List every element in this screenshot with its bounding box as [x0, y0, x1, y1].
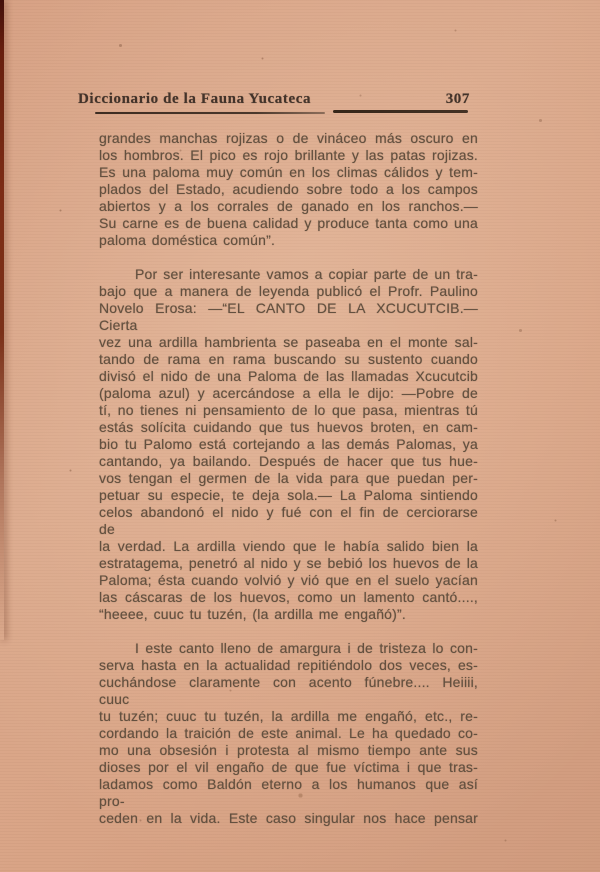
text-line: los hombros. El pico es rojo brillante y las patas rojizas. — [99, 147, 478, 163]
text-line: serva hasta en la actualidad repitiéndolo dos veces, es- — [99, 657, 478, 673]
text-line: cordando la traición de este animal. Le ha quedado co- — [99, 725, 478, 741]
text-line: estratagema, penetró al nido y se bebió los huevos de la — [99, 555, 478, 571]
paragraph — [99, 130, 478, 249]
text-line: (paloma azul) y acercándose a ella le dijo: —Pobre de — [99, 385, 478, 401]
paragraph — [99, 640, 478, 827]
text-line: cantando, ya bailando. Después de hacer que tus hue- — [99, 453, 478, 469]
book-binding-edge — [0, 0, 4, 640]
text-line: tu tuzén; cuuc tu tuzén, la ardilla me engañó, etc., re- — [99, 708, 478, 724]
running-header — [78, 91, 470, 108]
text-line: mo una obsesión i protesta al mismo tiempo ante sus — [99, 742, 478, 758]
paper-specks — [0, 0, 1, 1]
text-line: bajo que a manera de leyenda publicó el Profr. Paulino — [99, 283, 478, 299]
text-line: Novelo Erosa: —“EL CANTO DE LA XCUCUTCIB.—Cierta — [99, 300, 478, 333]
text-line: cuchándose claramente con acento fúnebre.... Heiiii, cuuc — [99, 674, 478, 707]
paragraph — [99, 266, 478, 623]
text-line: plados del Estado, acudiendo sobre todo a los campos — [99, 181, 478, 197]
text-line: bio tu Palomo está cortejando a las demás Palomas, ya — [99, 436, 478, 452]
header-rule-right — [333, 110, 468, 113]
text-line: paloma doméstica común”. — [99, 232, 276, 248]
text-line: la verdad. La ardilla viendo que le había salido bien la — [99, 538, 478, 554]
text-line: ladamos como Baldón eterno a los humanos que así pro- — [99, 776, 478, 809]
text-line: grandes manchas rojizas o de vináceo más oscuro en — [99, 130, 478, 146]
text-line: Es una paloma muy común en los climas cálidos y tem- — [99, 164, 478, 180]
text-line: vez una ardilla hambrienta se paseaba en el monte sal- — [99, 334, 478, 350]
text-line: Su carne es de buena calidad y produce tanta como una — [99, 215, 478, 231]
text-line: Paloma; ésta cuando volvió y vió que en el suelo yacían — [99, 572, 478, 588]
text-line: Por ser interesante vamos a copiar parte de un tra- — [135, 266, 478, 282]
text-line: celos abandonó el nido y fué con el fin de cerciorarse de — [99, 504, 478, 537]
book-title: Diccionario de la Fauna Yucateca — [78, 91, 312, 107]
text-line: “heeee, cuuc tu tuzén, (la ardilla me engañó)”. — [99, 606, 406, 622]
header-rule-left — [95, 112, 325, 114]
text-line: dioses por el vil engaño de que fue víctima i que tras- — [99, 759, 478, 775]
text-line: tando de rama en rama buscando su sustento cuando — [99, 351, 478, 367]
text-line: las cáscaras de los huevos, como un lamento cantó...., — [99, 589, 478, 605]
text-line: divisó el nido de una Paloma de las llamadas Xcucutcib — [99, 368, 478, 384]
text-line: ceden en la vida. Este caso singular nos hace pensar — [99, 810, 478, 826]
text-line: petuar su especie, te deja sola.— La Paloma sintiendo — [99, 487, 478, 503]
page-body-text — [99, 130, 478, 827]
page-number: 307 — [445, 91, 470, 107]
text-line: vos tengan el germen de la vida para que puedan per- — [99, 470, 478, 486]
text-line: estás solícita cuidando que tus huevos broten, en cam- — [99, 419, 478, 435]
text-line: I este canto lleno de amargura i de tristeza lo con- — [135, 640, 478, 656]
text-line: tí, no tienes ni pensamiento de lo que pasa, mientras tú — [99, 402, 478, 418]
text-line: abiertos y a los corrales de ganado en los ranchos.— — [99, 198, 478, 214]
